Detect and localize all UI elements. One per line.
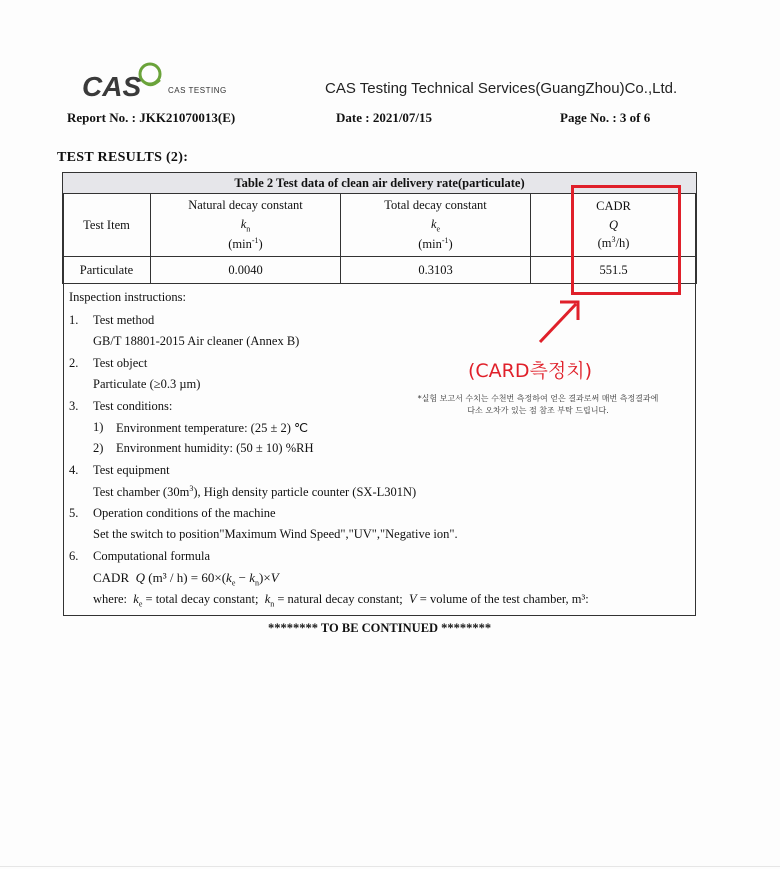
item-5-detail: Set the switch to position"Maximum Wind Speed","UV","Negative ion". bbox=[93, 527, 458, 541]
cadr-unit: (m bbox=[597, 236, 612, 251]
natural-symbol: k bbox=[240, 216, 247, 231]
cadr-highlight-box bbox=[571, 185, 681, 295]
logo-subtitle: CAS TESTING bbox=[168, 86, 227, 95]
item-6-title: Computational formula bbox=[93, 549, 210, 563]
cadr-unit-sup: 3 bbox=[611, 235, 616, 245]
cadr-symbol: Q bbox=[608, 217, 619, 232]
total-unit: (min bbox=[418, 237, 442, 252]
cadr-unit-close: /h) bbox=[615, 236, 630, 251]
item-3a-text: Environment temperature: (25 ± 2) ℃ bbox=[116, 421, 309, 435]
annotation-label: (CARD측정치) bbox=[468, 360, 592, 382]
natural-unit-close: ) bbox=[258, 237, 263, 252]
item-4-detail: Test chamber $(30m^3)$, High density particle counter (SX-L301N) bbox=[93, 484, 417, 500]
item-4-number: 4. bbox=[69, 463, 79, 477]
row-cadr-value: 551.5 bbox=[531, 257, 697, 284]
natural-unit: (min bbox=[228, 237, 252, 252]
item-3b-text: Environment humidity: (50 ± 10) %RH bbox=[116, 441, 314, 455]
item-2-number: 2. bbox=[69, 356, 79, 370]
page-divider bbox=[0, 866, 780, 867]
item-1-title: Test method bbox=[93, 313, 155, 327]
logo-text: CAS bbox=[82, 71, 142, 102]
header-total-decay bbox=[341, 194, 531, 257]
cadr-formula: CADR Q $(m^3 / h) = 60\times(k_e - k_n)\times V$ bbox=[93, 570, 279, 588]
natural-subscript: n bbox=[246, 224, 251, 234]
item-1-detail: GB/T 18801-2015 Air cleaner (Annex B) bbox=[93, 334, 300, 348]
row-natural-value: 0.0040 bbox=[151, 257, 341, 284]
cas-logo-icon bbox=[80, 60, 170, 105]
item-2-detail: Particulate (≥0.3 µm) bbox=[93, 377, 201, 391]
instructions-title: Inspection instructions: bbox=[69, 290, 186, 304]
item-5-number: 5. bbox=[69, 506, 79, 520]
continued-footer: ******** TO BE CONTINUED ******** bbox=[268, 621, 492, 635]
item-3-number: 3. bbox=[69, 399, 79, 413]
item-3a-number: 1) bbox=[93, 420, 104, 434]
row-total-value: 0.3103 bbox=[341, 257, 531, 284]
section-title: TEST RESULTS (2): bbox=[57, 150, 189, 165]
company-name: CAS Testing Technical Services(GuangZhou)Co.,Ltd. bbox=[325, 80, 678, 97]
header-natural-decay bbox=[151, 194, 341, 257]
report-number: Report No. : JKK21070013(E) bbox=[67, 110, 236, 125]
item-2-title: Test object bbox=[93, 356, 148, 370]
item-6-number: 6. bbox=[69, 549, 79, 563]
total-decay-label: Total decay constant bbox=[384, 197, 487, 212]
arrow-up-right-icon bbox=[530, 290, 590, 350]
table-caption: Table 2 Test data of clean air delivery rate(particulate) bbox=[63, 173, 697, 194]
header-test-item: Test Item bbox=[63, 194, 151, 257]
total-subscript: e bbox=[436, 224, 441, 234]
item-3-title: Test conditions: bbox=[93, 399, 173, 413]
page-number: Page No. : 3 of 6 bbox=[560, 110, 651, 125]
annotation-note: *실험 보고서 수치는 수천번 측정하여 얻은 결과로써 매번 측정결과에 다소 오차가 있는 점 참조 부탁 드립니다. bbox=[417, 394, 659, 415]
natural-unit-sup: -1 bbox=[251, 236, 259, 246]
natural-decay-label: Natural decay constant bbox=[188, 197, 303, 212]
formula-definitions: where: $k_e$ = total decay constant; $k_n$ = natural decay constant; V = volume of the test chamber, m³: bbox=[93, 592, 589, 609]
item-5-title: Operation conditions of the machine bbox=[93, 506, 276, 520]
report-date: Date : 2021/07/15 bbox=[336, 110, 433, 125]
total-unit-close: ) bbox=[448, 237, 453, 252]
cadr-label: CADR bbox=[596, 198, 631, 213]
total-unit-sup: -1 bbox=[441, 236, 449, 246]
item-1-number: 1. bbox=[69, 313, 79, 327]
item-4-title: Test equipment bbox=[93, 463, 170, 477]
total-symbol: k bbox=[430, 216, 437, 231]
row-test-item: Particulate bbox=[63, 257, 151, 284]
item-3b-number: 2) bbox=[93, 441, 104, 455]
